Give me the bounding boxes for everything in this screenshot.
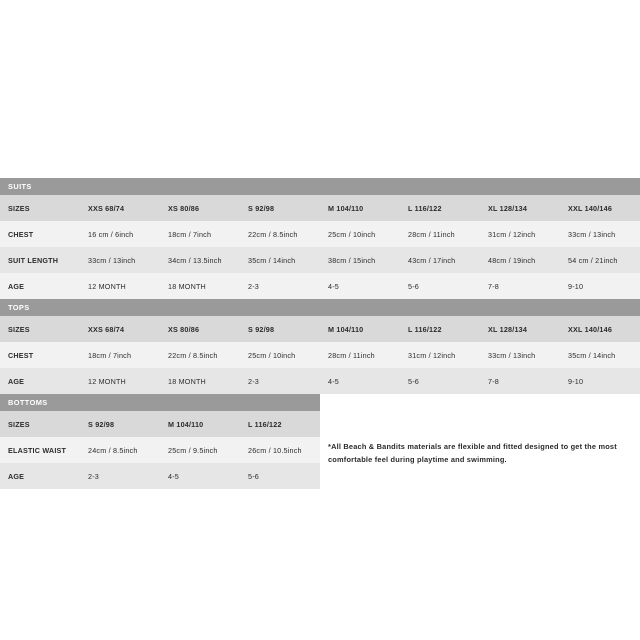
cell: 33cm / 13inch: [480, 342, 560, 368]
materials-note-cell: [320, 411, 640, 489]
column-header: XL 128/134: [480, 195, 560, 221]
cell: 28cm / 11inch: [400, 221, 480, 247]
cell: 16 cm / 6inch: [80, 221, 160, 247]
table-row: [0, 273, 640, 299]
column-header: XL 128/134: [480, 316, 560, 342]
row-label: AGE: [0, 368, 80, 394]
cell: 25cm / 10inch: [240, 342, 320, 368]
cell: 48cm / 19inch: [480, 247, 560, 273]
cell: 35cm / 14inch: [240, 247, 320, 273]
size-chart: [0, 178, 640, 489]
cell: 26cm / 10.5inch: [240, 437, 320, 463]
cell: 34cm / 13.5inch: [160, 247, 240, 273]
row-label: ELASTIC WAIST: [0, 437, 80, 463]
column-header: L 116/122: [400, 316, 480, 342]
column-header: L 116/122: [240, 411, 320, 437]
cell: 25cm / 10inch: [320, 221, 400, 247]
cell: 18cm / 7inch: [160, 221, 240, 247]
column-header: SIZES: [0, 411, 80, 437]
cell: 7-8: [480, 368, 560, 394]
size-chart-table: [0, 178, 640, 489]
column-header: XS 80/86: [160, 195, 240, 221]
cell: 5-6: [400, 368, 480, 394]
cell: 33cm / 13inch: [560, 221, 640, 247]
cell: 12 MONTH: [80, 273, 160, 299]
section-header-row: [0, 178, 640, 195]
column-header: SIZES: [0, 195, 80, 221]
cell: 31cm / 12inch: [480, 221, 560, 247]
section-header-row: [0, 299, 640, 316]
section-header-row: [0, 394, 640, 411]
table-row: [0, 247, 640, 273]
cell: 35cm / 14inch: [560, 342, 640, 368]
column-header: S 92/98: [240, 195, 320, 221]
cell: 31cm / 12inch: [400, 342, 480, 368]
cell: 12 MONTH: [80, 368, 160, 394]
table-header-row: [0, 411, 640, 437]
column-header: M 104/110: [320, 195, 400, 221]
cell: 28cm / 11inch: [320, 342, 400, 368]
row-label: CHEST: [0, 342, 80, 368]
table-row: [0, 342, 640, 368]
column-header: XXL 140/146: [560, 195, 640, 221]
table-row: [0, 368, 640, 394]
materials-note: *All Beach & Bandits materials are flexible and fitted designed to get the most comfortable feel during playtime and swimming.: [328, 442, 617, 464]
row-label: AGE: [0, 463, 80, 489]
cell: 18cm / 7inch: [80, 342, 160, 368]
cell: 38cm / 15inch: [320, 247, 400, 273]
cell: 18 MONTH: [160, 368, 240, 394]
table-row: [0, 221, 640, 247]
cell: 2-3: [240, 368, 320, 394]
column-header: M 104/110: [160, 411, 240, 437]
column-header: S 92/98: [240, 316, 320, 342]
column-header: XXS 68/74: [80, 316, 160, 342]
cell: 2-3: [80, 463, 160, 489]
column-header: M 104/110: [320, 316, 400, 342]
cell: 4-5: [320, 368, 400, 394]
table-header-row: [0, 195, 640, 221]
cell: 9-10: [560, 368, 640, 394]
cell: 24cm / 8.5inch: [80, 437, 160, 463]
column-header: XXS 68/74: [80, 195, 160, 221]
cell: 22cm / 8.5inch: [240, 221, 320, 247]
column-header: SIZES: [0, 316, 80, 342]
cell: 54 cm / 21inch: [560, 247, 640, 273]
row-label: AGE: [0, 273, 80, 299]
column-header: XS 80/86: [160, 316, 240, 342]
table-header-row: [0, 316, 640, 342]
row-label: SUIT LENGTH: [0, 247, 80, 273]
column-header: L 116/122: [400, 195, 480, 221]
cell: 9-10: [560, 273, 640, 299]
cell: 43cm / 17inch: [400, 247, 480, 273]
cell: 4-5: [320, 273, 400, 299]
cell: 4-5: [160, 463, 240, 489]
column-header: XXL 140/146: [560, 316, 640, 342]
column-header: S 92/98: [80, 411, 160, 437]
cell: 5-6: [240, 463, 320, 489]
row-label: CHEST: [0, 221, 80, 247]
section-title: SUITS: [0, 178, 80, 195]
cell: 33cm / 13inch: [80, 247, 160, 273]
section-title: TOPS: [0, 299, 80, 316]
cell: 2-3: [240, 273, 320, 299]
section-title: BOTTOMS: [0, 394, 80, 411]
cell: 5-6: [400, 273, 480, 299]
cell: 25cm / 9.5inch: [160, 437, 240, 463]
cell: 22cm / 8.5inch: [160, 342, 240, 368]
cell: 7-8: [480, 273, 560, 299]
cell: 18 MONTH: [160, 273, 240, 299]
